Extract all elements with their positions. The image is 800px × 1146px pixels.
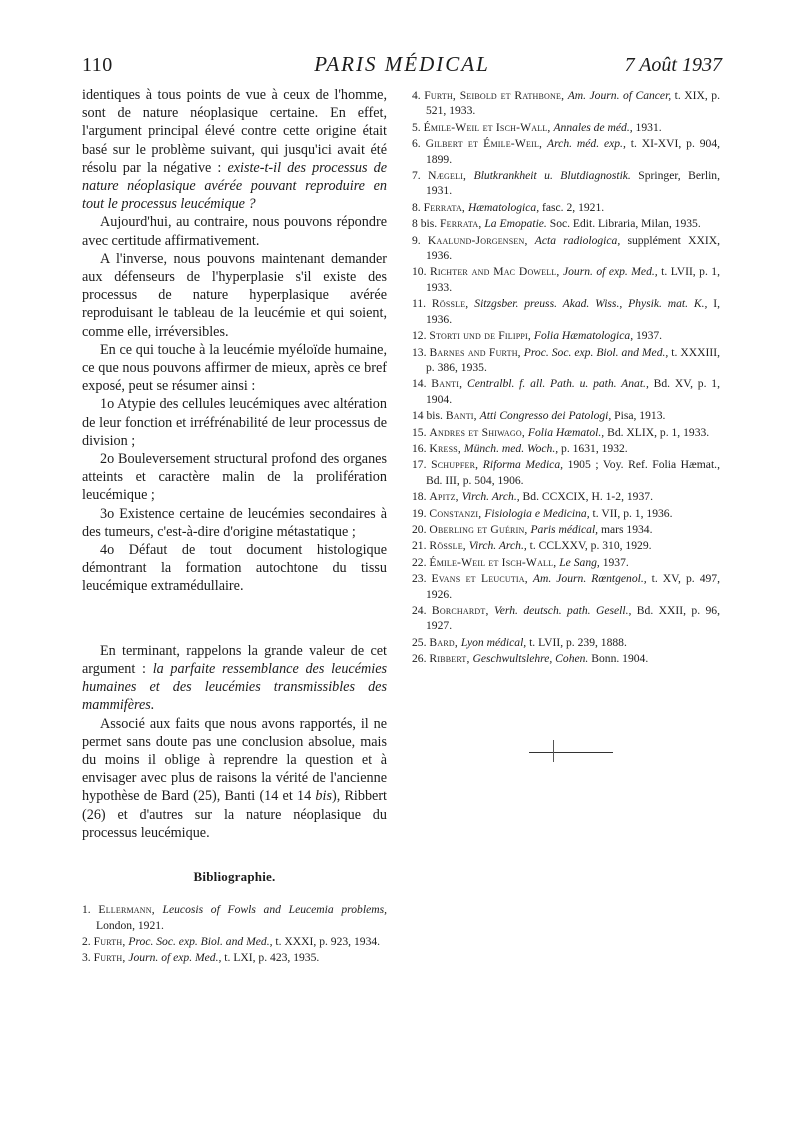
bibliography-entry xyxy=(82,934,387,949)
entry-number: 23. xyxy=(412,572,427,586)
entry-author: Furth, xyxy=(93,934,126,948)
entry-author: Borchardt, xyxy=(431,604,489,617)
entry-number: 10. xyxy=(412,265,427,279)
entry-source: Journ. of exp. Med., xyxy=(128,951,222,965)
entry-author: Evans et Leucutia, xyxy=(431,572,528,586)
entry-number: 7. xyxy=(412,169,421,183)
entry-number: 21. xyxy=(412,539,427,553)
entry-number: 17. xyxy=(412,458,427,472)
entry-number: 3. xyxy=(82,951,91,965)
entry-author: Kaalund-Jorgensen, xyxy=(427,233,528,247)
entry-details: t. LXI, p. 423, 1935. xyxy=(221,951,320,965)
entry-details: Soc. Edit. Libraria, Milan, 1935. xyxy=(546,217,701,231)
bibliography-entry xyxy=(412,345,720,376)
entry-number: 18. xyxy=(412,490,427,504)
entry-number: 24. xyxy=(412,604,427,617)
entry-source: Acta radiologica, xyxy=(534,233,621,247)
bibliography-entry xyxy=(412,603,720,634)
entry-source: Centralbl. f. all. Path. u. path. Anat., xyxy=(467,377,649,391)
left-column xyxy=(82,86,387,967)
entry-details: Bd. CCXCIX, H. 1-2, 1937. xyxy=(519,490,653,504)
paragraph-5: En terminant, rappelons la grande valeur de cet argument : la parfaite ressemblance des leucémies humaines et des leucémies transmissibles des mammifères. xyxy=(82,642,388,714)
entry-source: Paris médical, xyxy=(530,522,599,536)
entry-author: Émile-Weil et Isch-Wall, xyxy=(423,120,551,134)
criteria-list xyxy=(82,395,387,595)
bibliography-entry xyxy=(412,200,720,215)
bibliography-entry xyxy=(412,555,720,570)
entry-details: Springer, Berlin, 1931. xyxy=(426,169,720,198)
entry-source: Virch. Arch., xyxy=(468,539,527,553)
entry-source: Am. Journ. Rœntgenol., xyxy=(532,572,647,586)
paragraph-4: En ce qui touche à la leucémie myéloïde humaine, ce que nous pouvons affirmer de mieux, après ce bref exposé, peut se résumer ainsi : xyxy=(82,341,387,395)
entry-author: Banti, xyxy=(445,409,477,423)
bibliography-entry xyxy=(412,264,720,295)
entry-number: 14. xyxy=(412,377,427,391)
entry-number: 15. xyxy=(412,425,427,439)
entry-details: fasc. 2, 1921. xyxy=(539,200,605,214)
entry-number: 12. xyxy=(412,329,427,343)
bibliography-entry xyxy=(412,538,720,553)
entry-author: Ribbert, xyxy=(429,652,470,666)
entry-details: t. XXXIII, p. 386, 1935. xyxy=(426,345,720,374)
bibliography-entry xyxy=(412,635,720,650)
entry-number: 16. xyxy=(412,441,427,455)
entry-details: t. XV, p. 497, 1926. xyxy=(426,572,720,601)
entry-author: Oberling et Guérin, xyxy=(429,522,528,536)
entry-source: Verh. deutsch. path. Gesell., xyxy=(493,604,632,617)
entry-details: Bonn. 1904. xyxy=(588,652,649,666)
entry-number: 2. xyxy=(82,934,91,948)
paragraph-6: Associé aux faits que nous avons rapportés, il ne permet sans doute pas une conclusion absolue, mais du moins il oblige à reprendre la question et à envisager avec plus de raisons la vérité de l'ancienne hypothèse de Bard (25), Banti (14 et 14 bis), Ribbert (26) et d'autres sur la nature néoplasique du processus leucémique. xyxy=(82,715,388,841)
entry-number: 8 bis. xyxy=(412,217,438,231)
entry-source: Proc. Soc. exp. Biol. and Med., xyxy=(523,345,669,359)
bibliography-heading: Bibliographie. xyxy=(193,868,276,884)
bibliography-entry xyxy=(412,425,720,440)
entry-number: 11. xyxy=(412,297,427,311)
entry-details: t. CCLXXV, p. 310, 1929. xyxy=(526,539,652,553)
entry-details: t. LVII, p. 239, 1888. xyxy=(526,635,627,649)
bibliography-entry xyxy=(412,457,720,488)
entry-number: 14 bis. xyxy=(412,409,443,423)
bibliography-entry xyxy=(412,216,720,231)
page-number: 110 xyxy=(82,54,113,76)
entry-number: 25. xyxy=(412,635,427,649)
entry-details: mars 1934. xyxy=(598,522,653,536)
entry-source: Lyon médical, xyxy=(460,635,527,649)
entry-details: Bd. XV, p. 1, 1904. xyxy=(426,377,720,406)
entry-author: Storti und de Filippi, xyxy=(429,329,531,343)
section-gap xyxy=(82,596,387,642)
entry-source: Annales de méd., xyxy=(553,120,633,134)
entry-source: Blutkrankheit u. Blutdiagnostik. xyxy=(473,169,631,183)
bibliography-entry xyxy=(412,522,720,537)
entry-source: Proc. Soc. exp. Biol. and Med., xyxy=(128,934,273,948)
entry-number: 4. xyxy=(412,89,421,102)
entry-author: Andres et Shiwago, xyxy=(429,425,525,439)
journal-title: PARIS MÉDICAL xyxy=(314,52,490,76)
entry-author: Rössle, xyxy=(431,297,469,311)
entry-source: Sitzgsber. preuss. Akad. Wiss., Physik. mat. K., xyxy=(474,297,708,311)
entry-author: Émile-Weil et Isch-Wall, xyxy=(429,555,557,569)
bibliography-entry xyxy=(412,571,720,602)
bibliography-entry xyxy=(82,950,387,965)
entry-number: 22. xyxy=(412,555,427,569)
bibliography-entry xyxy=(412,651,720,666)
entry-author: Nægeli, xyxy=(428,169,467,183)
bibliography-list-left xyxy=(82,902,387,966)
entry-source: Münch. med. Woch., xyxy=(463,441,559,455)
bibliography-entry xyxy=(412,489,720,504)
entry-number: 6. xyxy=(412,137,421,151)
entry-details: Bd. XLIX, p. 1, 1933. xyxy=(604,425,710,439)
entry-source: La Emopatie. xyxy=(484,217,547,231)
bibliography-entry xyxy=(412,233,720,264)
bibliography-entry xyxy=(412,120,720,135)
entry-author: Constanzi, xyxy=(429,506,482,520)
entry-source: Riforma Medica, xyxy=(482,458,564,472)
criterion-4: 4o Défaut de tout document histologique démontrant la formation autochtone du tissu leucémique extramédullaire. xyxy=(82,542,387,595)
page-header xyxy=(82,50,722,80)
entry-details: t. XI-XVI, p. 904, 1899. xyxy=(426,137,721,166)
entry-details: 1905 ; Voy. Ref. Folia Hæmat., Bd. III, p. 504, 1906. xyxy=(426,458,720,487)
bibliography-entry xyxy=(412,441,720,456)
bibliography-entry xyxy=(412,376,720,407)
entry-source: Folia Hæmatologica, xyxy=(533,329,634,343)
entry-details: t. XXXI, p. 923, 1934. xyxy=(272,934,381,948)
bibliography-entry xyxy=(412,296,720,327)
entry-number: 13. xyxy=(412,345,427,359)
paragraph-2: Aujourd'hui, au contraire, nous pouvons répondre avec certitude affirmativement. xyxy=(82,214,387,249)
entry-author: Bard, xyxy=(429,635,458,649)
entry-source: Leucosis of Fowls and Leucemia problems, xyxy=(162,903,388,917)
entry-details: 1931. xyxy=(632,120,662,134)
entry-source: Folia Hæmatol., xyxy=(527,425,605,439)
entry-source: Hæmatologica, xyxy=(467,200,540,214)
entry-author: Furth, xyxy=(93,951,126,965)
entry-source: Atti Congresso dei Patologi, xyxy=(479,409,612,423)
entry-number: 8. xyxy=(412,200,421,214)
bibliography-entry xyxy=(412,168,720,199)
entry-author: Gilbert et Émile-Weil, xyxy=(425,137,543,151)
entry-author: Rössle, xyxy=(429,539,466,553)
entry-source: Le Sang, xyxy=(559,555,600,569)
entry-author: Ferrata, xyxy=(440,217,482,231)
issue-date: 7 Août 1937 xyxy=(624,54,722,76)
entry-author: Apitz, xyxy=(429,490,459,504)
entry-author: Banti, xyxy=(431,377,463,391)
entry-source: Am. Journ. of Cancer, xyxy=(567,89,672,102)
entry-number: 9. xyxy=(412,233,421,247)
entry-details: p. 1631, 1932. xyxy=(558,441,628,455)
entry-number: 26. xyxy=(412,652,427,666)
entry-details: London, 1921. xyxy=(96,918,164,932)
bibliography-entry xyxy=(412,88,720,119)
entry-author: Richter and Mac Dowell, xyxy=(429,265,560,279)
entry-source: Geschwultslehre, Cohen. xyxy=(472,652,589,666)
bibliography-entry xyxy=(412,408,720,423)
bibliography-list-right xyxy=(412,88,720,667)
bibliography-entry xyxy=(412,136,720,167)
entry-author: Schupfer, xyxy=(431,458,479,472)
entry-author: Kress, xyxy=(429,441,461,455)
entry-number: 5. xyxy=(412,120,421,134)
paragraph-1: identiques à tous points de vue à ceux de l'homme, sont de nature néoplasique certaine. En effet, l'argument principal élevé contre cette origine était basé sur le problème suivant, qui jusqu'ici avait été résolu par la négative : existe-t-il des processus de nature néoplasique avérée pouvant reproduire en tout le processus leucémique ? xyxy=(82,87,387,213)
criterion-1: 1o Atypie des cellules leucémiques avec altération de leur fonction et irréfrénabilité de leur processus de division ; xyxy=(82,396,387,449)
entry-source: Journ. of exp. Med., xyxy=(562,265,658,279)
entry-details: 1937. xyxy=(599,555,629,569)
bibliography-entry xyxy=(412,506,720,521)
end-rule-mark xyxy=(553,740,554,762)
entry-source: Virch. Arch., xyxy=(461,490,520,504)
entry-details: supplément XXIX, 1936. xyxy=(426,233,720,263)
criterion-3: 3o Existence certaine de leucémies secondaires à des tumeurs, c'est-à-dire d'origine métastatique ; xyxy=(82,505,387,540)
entry-details: 1937. xyxy=(633,329,663,343)
entry-number: 1. xyxy=(82,903,91,917)
entry-details: t. XIX, p. 521, 1933. xyxy=(426,89,720,118)
right-column xyxy=(412,88,720,668)
end-rule xyxy=(529,752,613,753)
bibliography-entry xyxy=(412,328,720,343)
entry-details: Bd. XXII, p. 96, 1927. xyxy=(426,604,721,633)
entry-source: Fisiologia e Medicina, xyxy=(484,506,590,520)
entry-author: Furth, Seibold et Rathbone, xyxy=(424,89,565,102)
bibliography-entry xyxy=(82,902,387,933)
entry-details: t. LVII, p. 1, 1933. xyxy=(426,265,720,294)
entry-details: Pisa, 1913. xyxy=(611,409,666,423)
criterion-2: 2o Bouleversement structural profond des organes atteints et caractère malin de la prolifération leucémique ; xyxy=(82,451,387,504)
entry-author: Ellermann, xyxy=(98,903,155,917)
entry-details: I, 1936. xyxy=(426,297,721,326)
entry-author: Barnes and Furth, xyxy=(429,345,521,359)
entry-number: 20. xyxy=(412,522,427,536)
entry-number: 19. xyxy=(412,506,427,520)
entry-author: Ferrata, xyxy=(423,200,466,214)
entry-source: Arch. méd. exp., xyxy=(547,137,626,151)
paragraph-3: A l'inverse, nous pouvons maintenant demander aux défenseurs de l'hyperplasie s'il existe des processus de nature hyperplasique avérée reproduisant le tableau de la leucémie et qui soient, comme elle, irréversibles. xyxy=(82,250,387,340)
entry-details: t. VII, p. 1, 1936. xyxy=(589,506,673,520)
